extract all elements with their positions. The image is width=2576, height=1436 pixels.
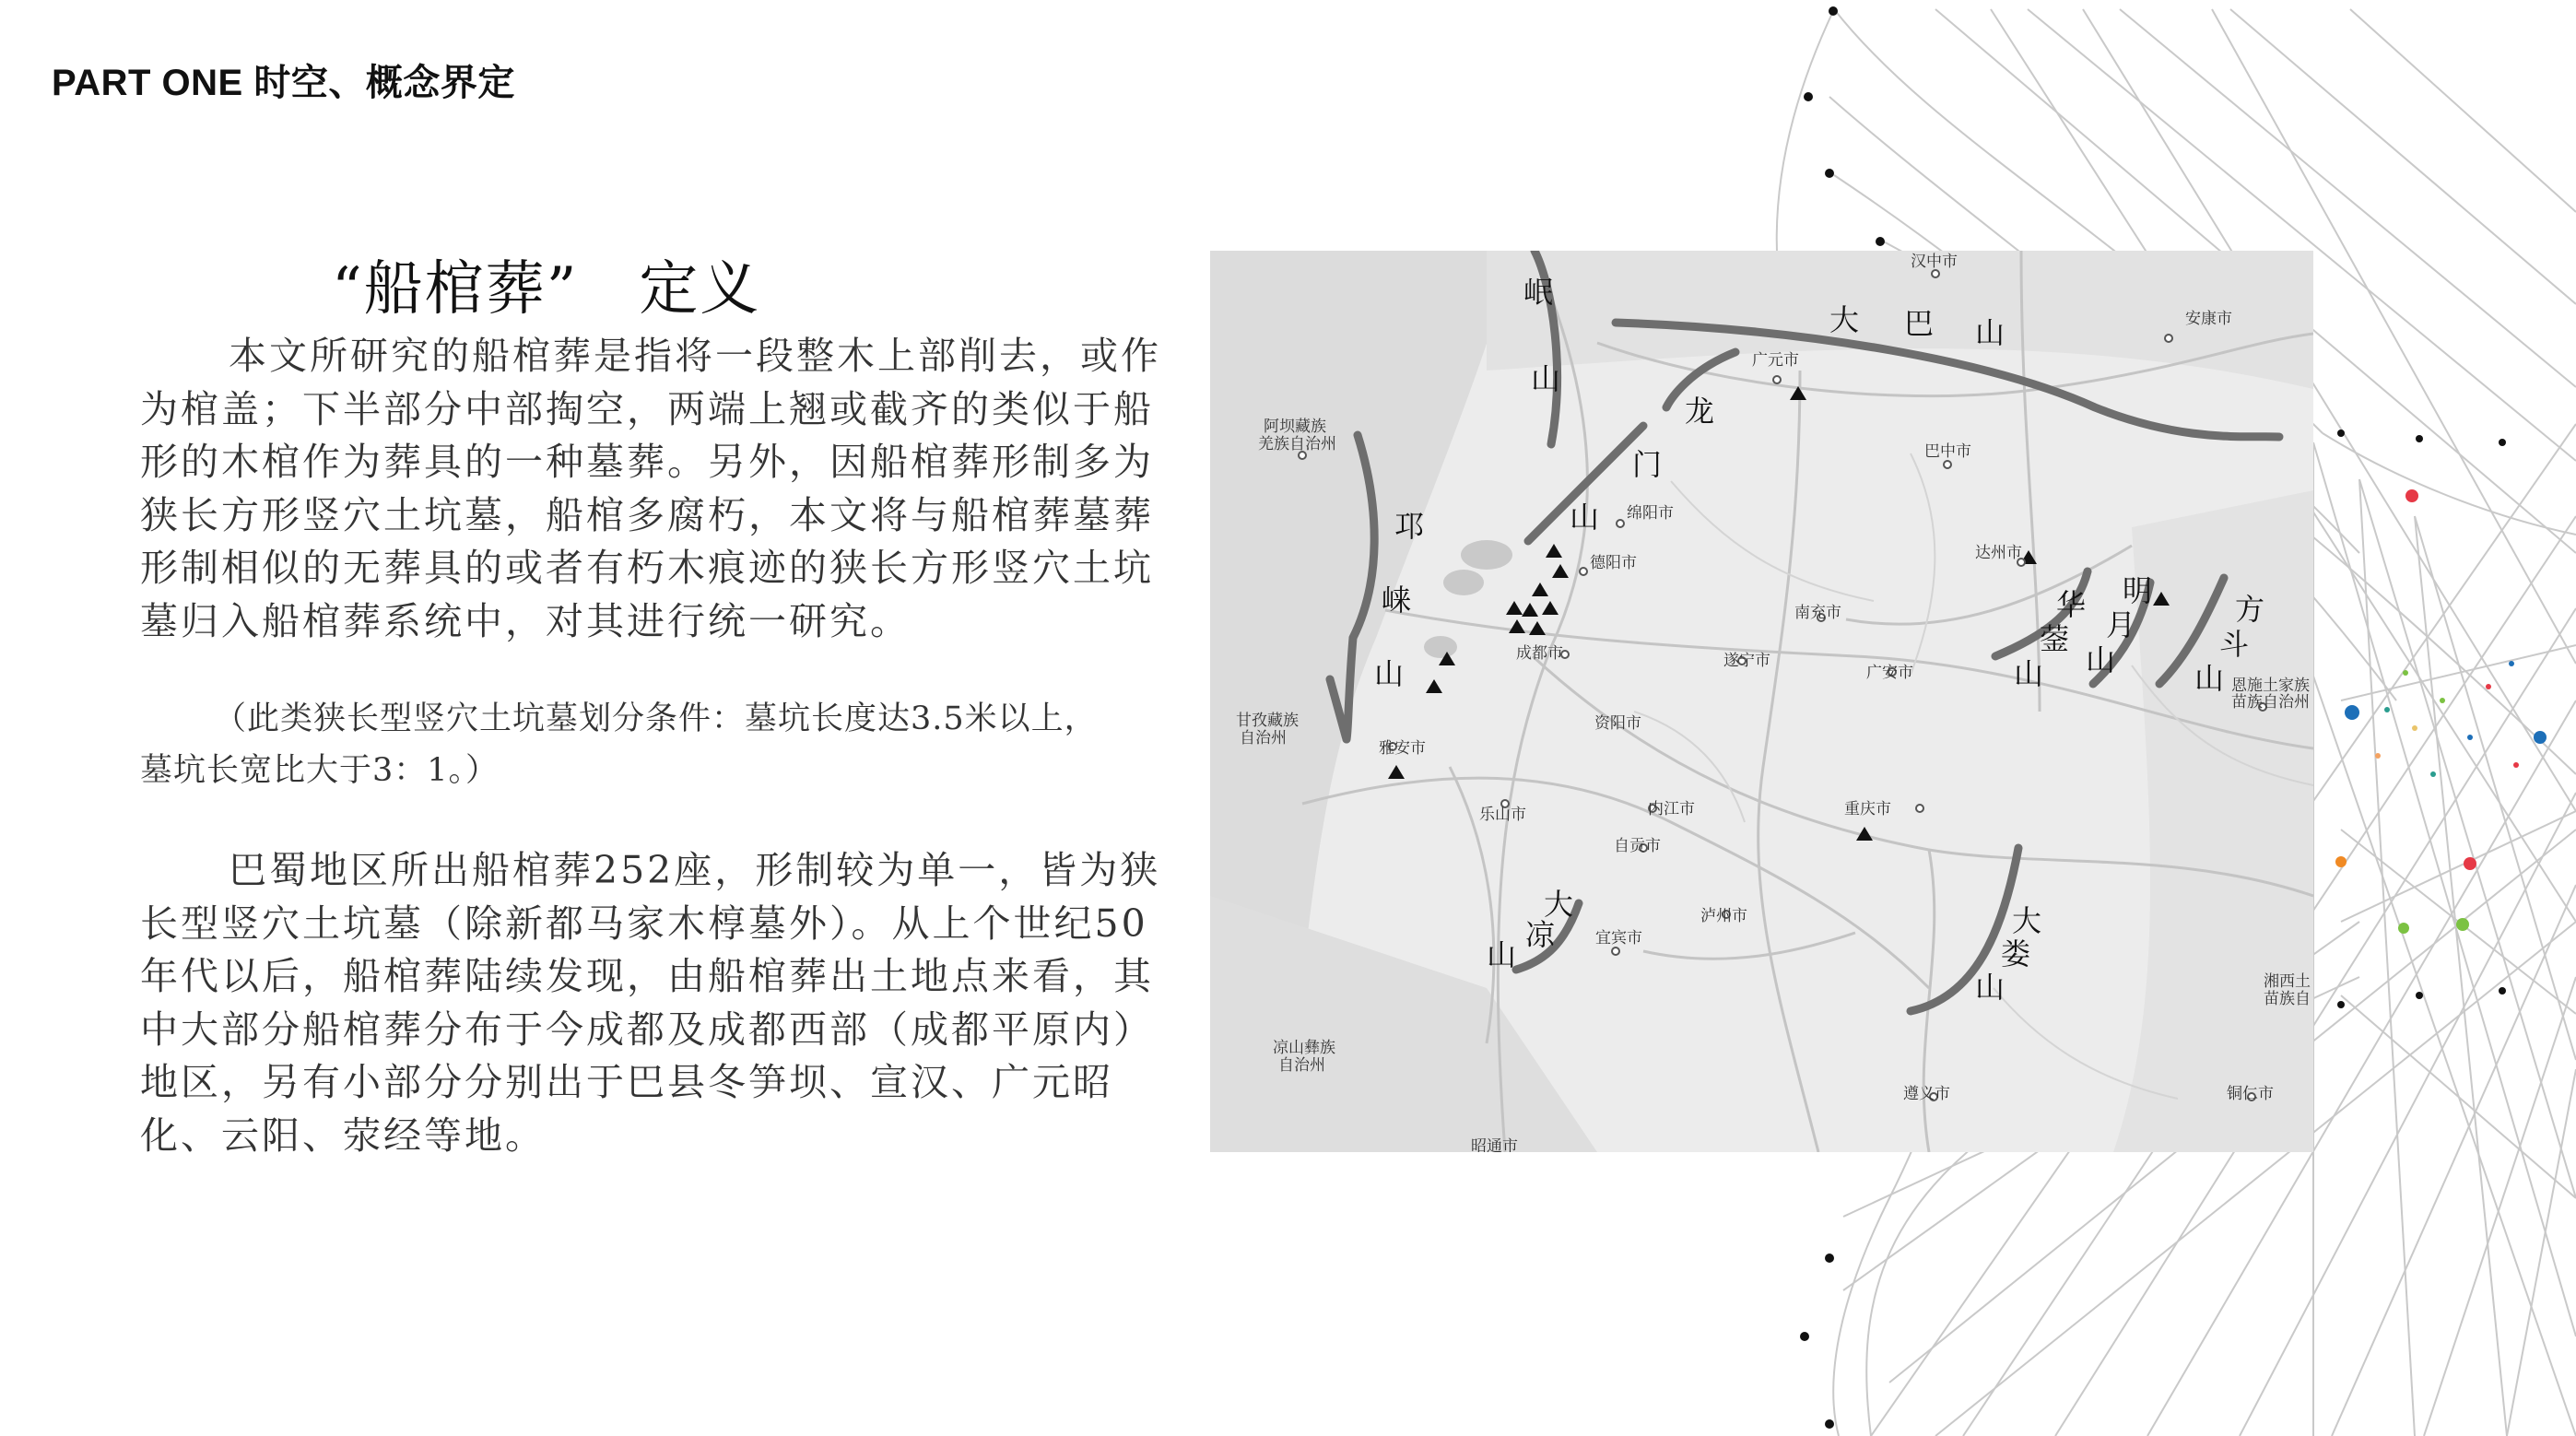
note-line-2: 墓坑长宽比大于3：1。）	[140, 752, 500, 789]
city-tongren: 铜仁市	[2227, 1085, 2274, 1103]
page-title: PART ONE 时空、概念界定	[52, 63, 515, 103]
mountain-longmen-char3: 山	[1570, 500, 1600, 535]
city-enshi-line1: 恩施土家族	[2231, 677, 2310, 695]
city-leshan: 乐山市	[1479, 806, 1526, 824]
city-hanzhong: 汉中市	[1911, 253, 1958, 271]
city-zhaotong: 昭通市	[1471, 1137, 1518, 1152]
city-aba-line2: 羌族自治州	[1258, 435, 1336, 453]
mountain-fangdou-char2: 斗	[2219, 627, 2250, 662]
definition-title: “船棺葬” 定义	[332, 255, 761, 324]
mountain-qionglai-char2: 崃	[1382, 583, 1412, 618]
mountain-huaying-char2: 蓥	[2040, 621, 2070, 656]
classification-note	[140, 693, 1182, 796]
mountain-min-char1: 岷	[1523, 275, 1554, 310]
mountain-dalou-char2: 娄	[2001, 936, 2031, 971]
city-xiangxi-line1: 湘西土	[2264, 972, 2311, 991]
city-aba-line1: 阿坝藏族	[1264, 418, 1326, 436]
map-canvas	[1210, 251, 2313, 1152]
city-ganzi-line2: 自治州	[1240, 729, 1287, 747]
city-ganzi-line1: 甘孜藏族	[1236, 712, 1299, 730]
sichuan-basin-map	[1210, 251, 2313, 1152]
mountain-mingyue-char3: 山	[2086, 642, 2116, 677]
distribution-paragraph: 巴蜀地区所出船棺葬252座，形制较为单一，皆为狭长型竖穴土坑墓（除新都马家木椁墓外）。从上个世纪50年代以后，船棺葬陆续发现，由船棺葬出土地点来看，其中大部分船棺葬分布于今成都及成都西部（成都平原内）地区，另有小部分分别出于巴县冬笋坝、宣汉、广元昭化、云阳、荥经等地。	[140, 848, 1161, 1158]
mountain-daba-char2: 巴	[1904, 306, 1935, 341]
mountain-huaying-char3: 山	[2014, 656, 2044, 691]
mountain-mingyue-char1: 明	[2123, 573, 2153, 608]
city-ankang: 安康市	[2185, 310, 2232, 328]
mountain-fangdou-char1: 方	[2235, 592, 2265, 627]
city-zigong: 自贡市	[1614, 837, 1661, 855]
city-guangan: 广安市	[1866, 664, 1913, 682]
city-xiangxi-line2: 苗族自	[2264, 990, 2311, 1008]
mountain-daliang-char1: 大	[1544, 887, 1574, 922]
mountain-huaying-char1: 华	[2056, 587, 2087, 622]
city-nanchong: 南充市	[1794, 604, 1841, 622]
city-ziyang: 资阳市	[1594, 714, 1641, 733]
city-chongqing: 重庆市	[1844, 800, 1891, 818]
mountain-min-char2: 山	[1531, 361, 1561, 396]
city-liangshan-line1: 凉山彝族	[1273, 1039, 1335, 1057]
mountain-daliang-char2: 凉	[1525, 917, 1556, 952]
city-bazhong: 巴中市	[1924, 442, 1971, 461]
city-yaan: 雅安市	[1379, 739, 1426, 758]
mountain-fangdou-char3: 山	[2194, 661, 2225, 696]
city-dazhou: 达州市	[1975, 544, 2022, 562]
mountain-dalou-char1: 大	[2012, 903, 2042, 938]
city-deyang: 德阳市	[1590, 554, 1637, 572]
mountain-longmen-char1: 龙	[1685, 394, 1715, 429]
city-yibin: 宜宾市	[1595, 929, 1642, 948]
mountain-qionglai-char1: 邛	[1394, 509, 1425, 544]
city-zunyi: 遵义市	[1903, 1085, 1950, 1103]
city-chengdu: 成都市	[1516, 644, 1563, 663]
city-enshi-line2: 苗族自治州	[2231, 693, 2310, 712]
mountain-mingyue-char2: 月	[2106, 607, 2136, 642]
mountain-dalou-char3: 山	[1975, 970, 2006, 1005]
mountain-daba-char1: 大	[1829, 302, 1860, 337]
city-suining: 遂宁市	[1723, 652, 1770, 670]
city-luzhou: 泸州市	[1700, 907, 1747, 925]
mountain-qionglai-char3: 山	[1374, 656, 1405, 691]
city-guangyuan: 广元市	[1752, 351, 1799, 370]
mountain-daliang-char3: 山	[1487, 937, 1517, 972]
definition-paragraph: 本文所研究的船棺葬是指将一段整木上部削去，或作为棺盖；下半部分中部掏空，两端上翘或截齐的类似于船形的木棺作为葬具的一种墓葬。另外，因船棺葬形制多为狭长方形竖穴土坑墓，船棺多腐朽，本文将与船棺葬墓葬形制相似的无葬具的或者有朽木痕迹的狭长方形竖穴土坑墓归入船棺葬系统中，对其进行统一研究。	[140, 334, 1161, 643]
note-line-1: （此类狭长型竖穴土坑墓划分条件：墓坑长度达3.5米以上，	[214, 700, 1098, 737]
city-neijiang: 内江市	[1648, 800, 1695, 818]
city-mianyang: 绵阳市	[1627, 504, 1674, 523]
mountain-daba-char3: 山	[1975, 315, 2006, 350]
city-liangshan-line2: 自治州	[1278, 1056, 1325, 1075]
mountain-longmen-char2: 门	[1632, 447, 1663, 482]
